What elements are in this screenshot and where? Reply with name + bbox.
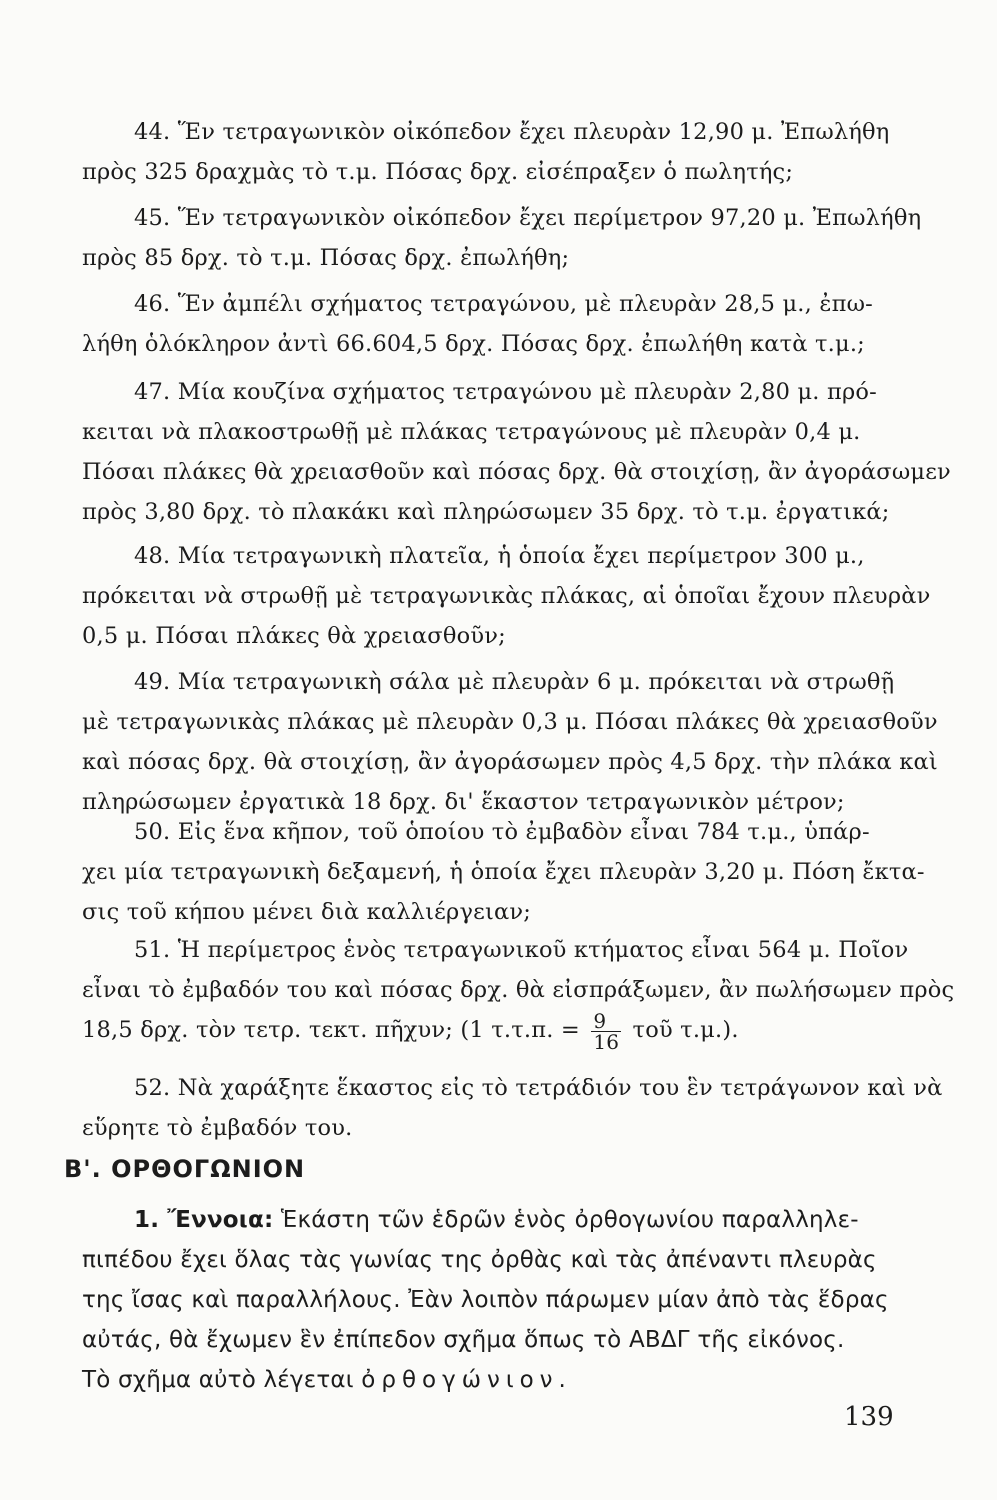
fraction-denominator: 16 xyxy=(593,1029,620,1054)
problem-line: πρὸς 325 δραχμὰς τὸ τ.μ. Πόσας δρχ. εἰσέπραξεν ὁ πωλητής; xyxy=(82,159,794,185)
problem-50 xyxy=(82,812,925,932)
problem-line: εἶναι τὸ ἐμβαδόν του καὶ πόσας δρχ. θὰ εἰσπράξωμεν, ἂν πωλήσωμεν πρὸς xyxy=(82,977,955,1003)
page-number: 139 xyxy=(844,1402,894,1432)
problem-line: σις τοῦ κήπου μένει διὰ καλλιέργειαν; xyxy=(82,899,532,925)
problem-48 xyxy=(82,536,931,656)
problem-line: λήθη ὁλόκληρον ἀντὶ 66.604,5 δρχ. Πόσας δρχ. ἐπωλήθη κατὰ τ.μ.; xyxy=(82,331,865,357)
problem-line: πρόκειται νὰ στρωθῇ μὲ τετραγωνικὰς πλάκας, αἱ ὁποῖαι ἔχουν πλευρὰν xyxy=(82,583,931,609)
problem-line: πρὸς 3,80 δρχ. τὸ πλακάκι καὶ πληρώσωμεν 35 δρχ. τὸ τ.μ. ἐργατικά; xyxy=(82,499,890,525)
fraction xyxy=(591,1008,621,1054)
term-orthogonion: ὀρθογώνιον. xyxy=(361,1367,572,1393)
intro-last-line xyxy=(82,1360,912,1400)
problem-line: 51. Ἡ περίμετρος ἑνὸς τετραγωνικοῦ κτήματος εἶναι 564 μ. Ποῖον xyxy=(134,937,909,963)
problem-line: εὕρητε τὸ ἐμβαδόν του. xyxy=(82,1115,353,1141)
intro-line: αὐτάς, θὰ ἔχωμεν ἓν ἐπίπεδον σχῆμα ὅπως τὸ ΑΒΔΓ τῆς εἰκόνος. xyxy=(82,1327,845,1353)
intro-label: 1. Ἔννοια: xyxy=(134,1207,274,1233)
problem-line: 46. Ἕν ἀμπέλι σχήματος τετραγώνου, μὲ πλευρὰν 28,5 μ., ἐπω- xyxy=(134,291,873,317)
intro-first-line xyxy=(82,1200,912,1240)
problem-line-with-fraction xyxy=(82,1010,912,1052)
problem-line: 50. Εἰς ἕνα κῆπον, τοῦ ὁποίου τὸ ἐμβαδὸν εἶναι 784 τ.μ., ὑπάρ- xyxy=(134,819,870,845)
problem-line: Πόσαι πλάκες θὰ χρειασθοῦν καὶ πόσας δρχ. θὰ στοιχίσῃ, ἂν ἀγοράσωμεν xyxy=(82,459,951,485)
problem-line: 48. Μία τετραγωνικὴ πλατεῖα, ἡ ὁποία ἔχει περίμετρον 300 μ., xyxy=(134,543,865,569)
intro-line: πιπέδου ἔχει ὅλας τὰς γωνίας της ὀρθὰς καὶ τὰς ἀπέναντι πλευρὰς xyxy=(82,1247,877,1273)
problem-44 xyxy=(82,112,912,192)
problem-52 xyxy=(82,1068,943,1148)
problem-line: 45. Ἕν τετραγωνικὸν οἰκόπεδον ἔχει περίμετρον 97,20 μ. Ἐπωλήθη xyxy=(134,205,922,231)
intro-text: Ἑκάστη τῶν ἑδρῶν ἑνὸς ὀρθογωνίου παραλληλε- xyxy=(280,1207,859,1233)
problem-line: χει μία τετραγωνικὴ δεξαμενή, ἡ ὁποία ἔχει πλευρὰν 3,20 μ. Πόση ἔκτα- xyxy=(82,859,925,885)
problem-line: κειται νὰ πλακοστρωθῇ μὲ πλάκας τετραγώνους μὲ πλευρὰν 0,4 μ. xyxy=(82,419,861,445)
problem-line: καὶ πόσας δρχ. θὰ στοιχίσῃ, ἂν ἀγοράσωμεν πρὸς 4,5 δρχ. τὴν πλάκα καὶ xyxy=(82,749,938,775)
intro-text: Τὸ σχῆμα αὐτὸ λέγεται xyxy=(82,1367,354,1393)
problem-51 xyxy=(82,930,955,1054)
problem-47 xyxy=(82,372,951,532)
fraction-line-after: τοῦ τ.μ.). xyxy=(632,1017,739,1043)
problem-line: 47. Μία κουζίνα σχήματος τετραγώνου μὲ πλευρὰν 2,80 μ. πρό- xyxy=(134,379,877,405)
problem-line: 0,5 μ. Πόσαι πλάκες θὰ χρειασθοῦν; xyxy=(82,623,506,649)
problem-line: 44. Ἕν τετραγωνικὸν οἰκόπεδον ἔχει πλευρὰν 12,90 μ. Ἐπωλήθη xyxy=(134,119,890,145)
section-heading: Β'. ΟΡΘΟΓΩΝΙΟΝ xyxy=(64,1155,306,1183)
intro-line: της ἴσας καὶ παραλλήλους. Ἐὰν λοιπὸν πάρωμεν μίαν ἀπὸ τὰς ἕδρας xyxy=(82,1287,889,1313)
section-intro xyxy=(82,1200,912,1400)
problem-line: μὲ τετραγωνικὰς πλάκας μὲ πλευρὰν 0,3 μ. Πόσαι πλάκες θὰ χρειασθοῦν xyxy=(82,709,938,735)
problem-line: πληρώσωμεν ἐργατικὰ 18 δρχ. δι' ἕκαστον τετραγωνικὸν μέτρον; xyxy=(82,789,845,815)
problem-line: 49. Μία τετραγωνικὴ σάλα μὲ πλευρὰν 6 μ. πρόκειται νὰ στρωθῇ xyxy=(134,669,895,695)
problem-49 xyxy=(82,662,938,822)
problem-45 xyxy=(82,198,922,278)
problem-line: 52. Νὰ χαράξητε ἕκαστος εἰς τὸ τετράδιόν του ἓν τετράγωνον καὶ νὰ xyxy=(134,1075,943,1101)
problem-46 xyxy=(82,284,912,364)
problem-line: πρὸς 85 δρχ. τὸ τ.μ. Πόσας δρχ. ἐπωλήθη; xyxy=(82,245,570,271)
fraction-line-before: 18,5 δρχ. τὸν τετρ. τεκτ. πῆχυν; (1 τ.τ.π. = xyxy=(82,1017,580,1043)
fraction-numerator: 9 xyxy=(591,1011,621,1032)
